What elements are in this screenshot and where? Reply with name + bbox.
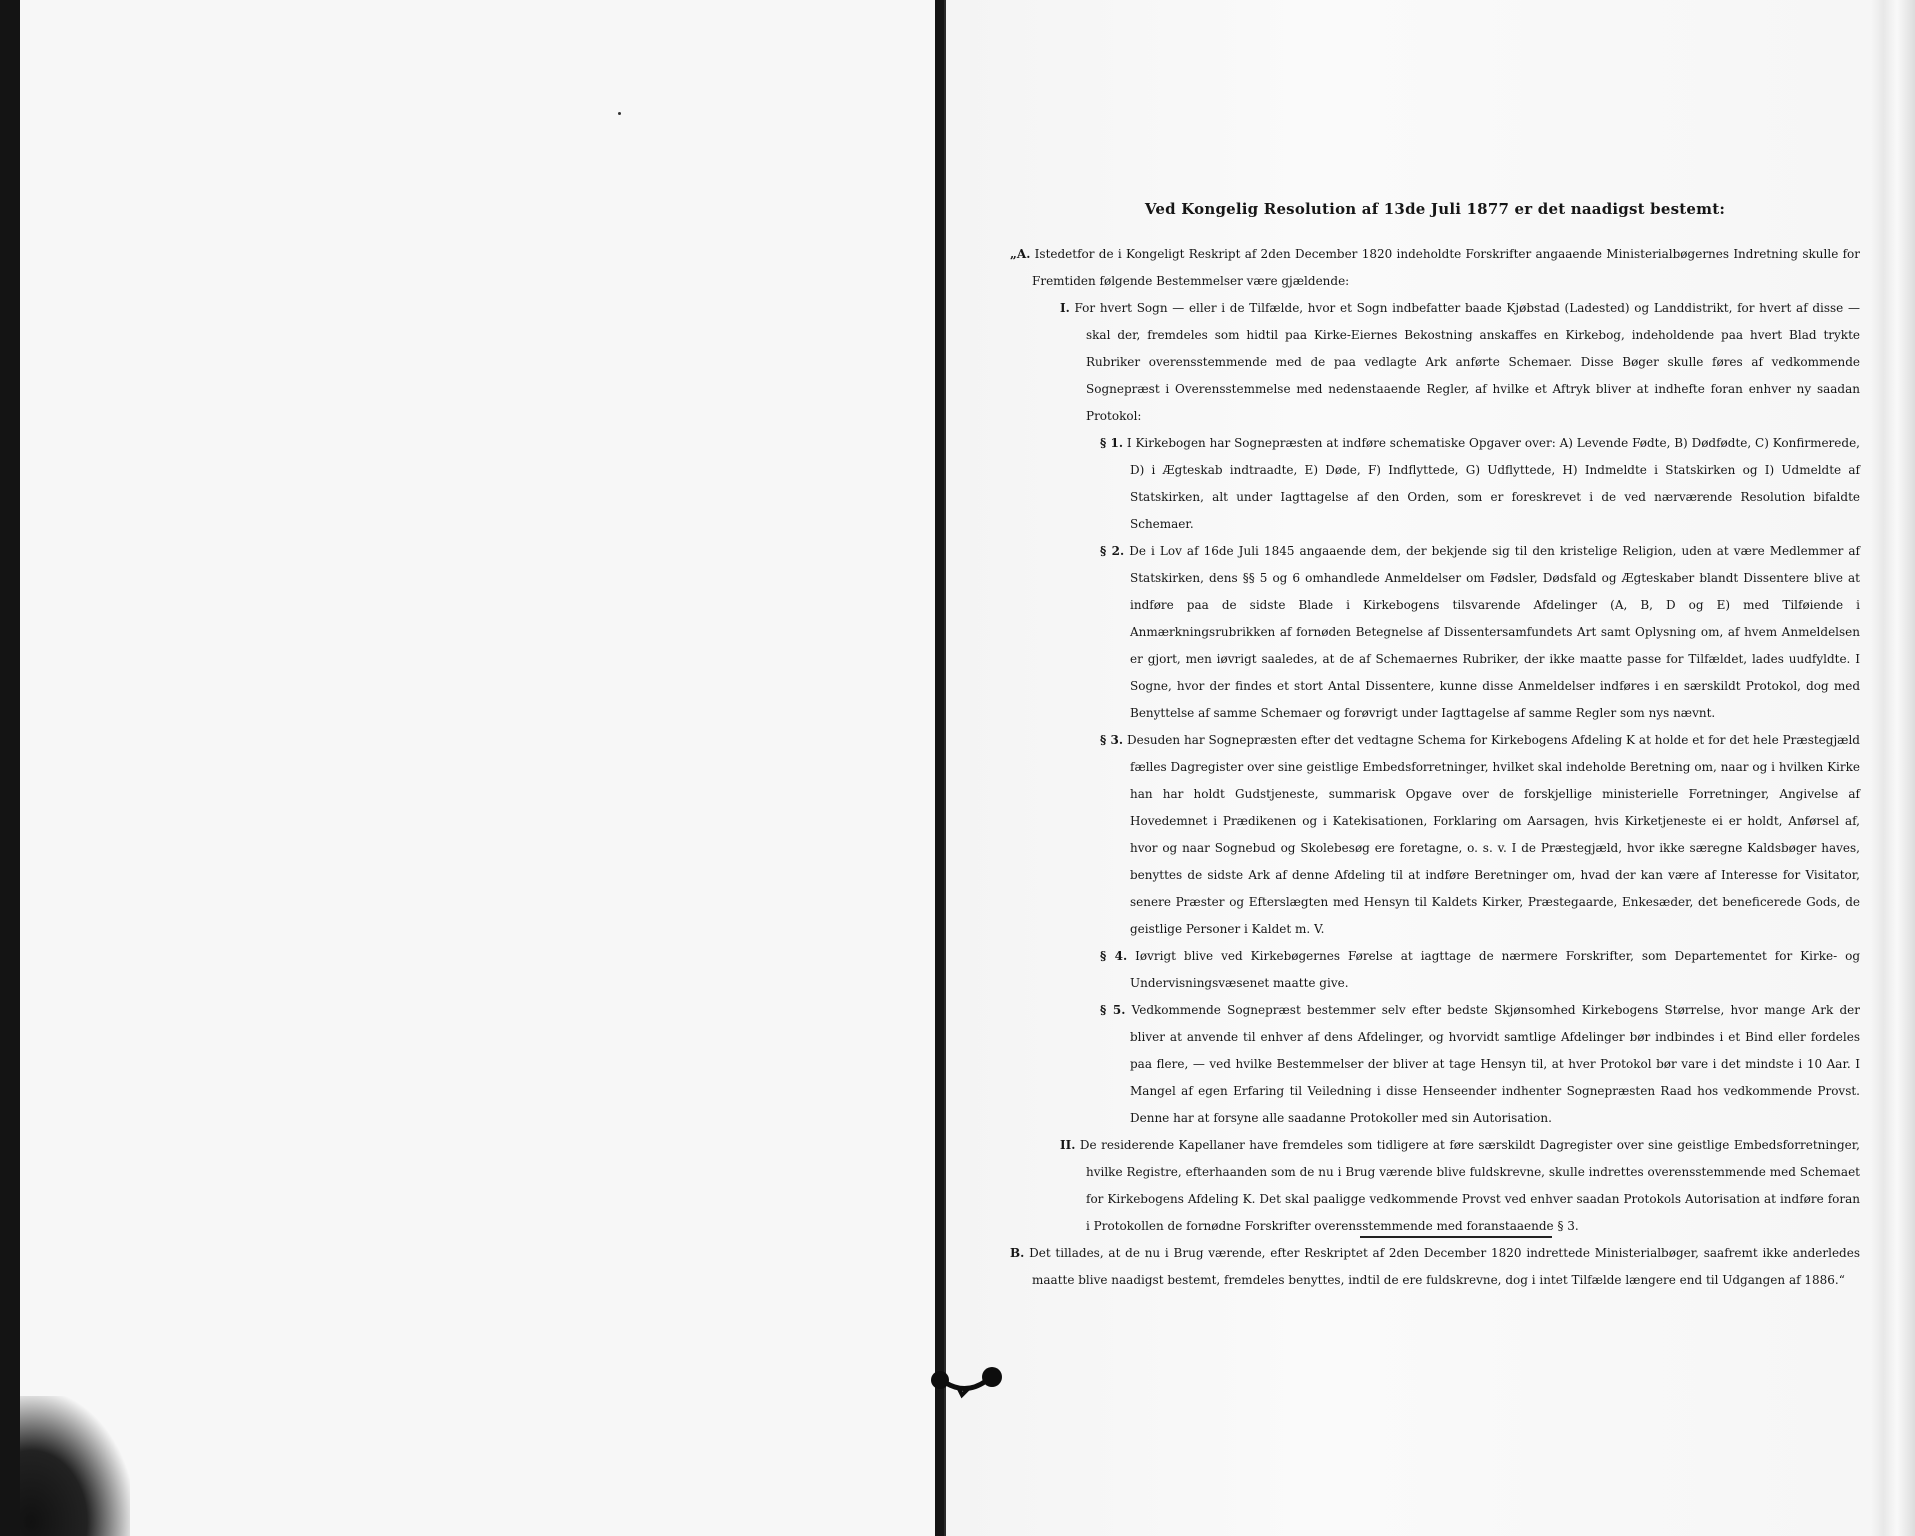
section-ii <box>1060 1132 1860 1240</box>
paragraph-marker: § 4. <box>1100 949 1128 963</box>
paragraph-text: De i Lov af 16de Juli 1845 angaaende dem, der bekjende sig til den kristelige Religion, uden at være Medlemmer af Statskirken, dens §§ 5 og 6 omhandlede Anmeldelser om Fødsler, Dødsfald og Ægteskaber blandt Dissentere blive at indføre paa de sidste Blade i Kirkebogens tilsvarende Afdelinger (A, B, D og E) med Tilføiende i Anmærkningsrubrikken af fornøden Betegnelse af Dissentersamfundets Art samt Oplysning om, af hvem Anmeldelsen er gjort, men iøvrigt saaledes, at de af Schemaernes Rubriker, der ikke maatte passe for Tilfældet, lades uudfyldte. I Sogne, hvor der findes et stort Antal Dissentere, kunne disse Anmeldelser indføres i en særskildt Protokol, dog med Benyttelse af samme Schemaer og forøvrigt under Iagttagelse af samme Regler som nys nævnt. <box>1129 544 1860 720</box>
resolution-text <box>1010 196 1860 1294</box>
paragraph-5 <box>1100 997 1860 1132</box>
paragraph-text: Iøvrigt blive ved Kirkebøgernes Førelse at iagttage de nærmere Forskrifter, som Departementet for Kirke- og Undervisningsvæsenet maatte give. <box>1130 949 1861 990</box>
section-text: Det tillades, at de nu i Brug værende, efter Reskriptet af 2den December 1820 indrettede Ministerialbøger, saafremt ikke anderledes maatte blive naadigst bestemt, fremdeles benyttes, indtil de ere fuldskrevne, dog i intet Tilfælde længere end til Udgangen af 1886.“ <box>1029 1246 1860 1287</box>
section-a <box>1010 241 1860 295</box>
paragraph-3 <box>1100 727 1860 943</box>
paragraph-marker: § 2. <box>1100 544 1125 558</box>
page-edge-stack <box>1870 0 1915 1536</box>
paragraph-1 <box>1100 430 1860 538</box>
torn-corner-shadow <box>20 1396 130 1536</box>
section-text: Istedetfor de i Kongeligt Reskript af 2den December 1820 indeholdte Forskrifter angaaende Ministerialbøgernes Indretning skulle for Fremtiden følgende Bestemmelser være gjældende: <box>1032 247 1860 288</box>
section-b <box>1010 1240 1860 1294</box>
closing-rule <box>1360 1236 1552 1238</box>
section-marker: II. <box>1060 1138 1076 1152</box>
section-marker: B. <box>1010 1246 1025 1260</box>
paragraph-text: Desuden har Sognepræsten efter det vedtagne Schema for Kirkebogens Afdeling K at holde et for det hele Præstegjæld fælles Dagregister over sine geistlige Embedsforretninger, hvilket skal indeholde Beretning om, naar og i hvilken Kirke han har holdt Gudstjeneste, summarisk Opgave over de forskjellige ministerielle Forretninger, Angivelse af Hovedemnet i Prædikenen og i Katekisationen, Forklaring om Aarsagen, hvis Kirketjeneste ei er holdt, Anførsel af, hvor og naar Sognebud og Skolebesøg ere foretagne, o. s. v. I de Præstegjæld, hvor ikke særegne Kaldsbøger haves, benyttes de sidste Ark af denne Afdeling til at indføre Beretninger om, hvad der kan være af Interesse for Visitator, senere Præster og Efterslægten med Hensyn til Kaldets Kirker, Præstegaarde, Enkesæder, det beneficerede Gods, de geistlige Personer i Kaldet m. V. <box>1126 733 1860 936</box>
paper-speck <box>618 112 621 115</box>
section-marker: I. <box>1060 301 1070 315</box>
left-page-blank <box>20 0 938 1536</box>
section-text: De residerende Kapellaner have fremdeles som tidligere at føre særskildt Dagregister over sine geistlige Embedsforretninger, hvilke Registre, efterhaanden som de nu i Brug værende blive fuldskrevne, skulle indrettes overensstemmende med Schemaet for Kirkebogens Afdeling K. Det skal paaligge vedkommende Provst ved enhver saadan Protokols Autorisation at indføre foran i Protokollen de fornødne Forskrifter overensstemmende med foranstaaende § 3. <box>1079 1138 1860 1233</box>
binding-clip-icon <box>928 1365 1006 1401</box>
paragraph-marker: § 1. <box>1100 436 1124 450</box>
paragraph-marker: § 3. <box>1100 733 1124 747</box>
paragraph-2 <box>1100 538 1860 727</box>
paragraph-text: I Kirkebogen har Sognepræsten at indføre schematiske Opgaver over: A) Levende Fødte, B) Dødfødte, C) Konfirmerede, D) i Ægteskab indtraadte, E) Døde, F) Indflyttede, G) Udflyttede, H) Indmeldte i Statskirken og I) Udmeldte af Statskirken, alt under Iagttagelse af den Orden, som er foreskrevet i de ved nærværende Resolution bifaldte Schemaer. <box>1126 436 1860 531</box>
section-i <box>1060 295 1860 430</box>
book-gutter <box>935 0 944 1536</box>
page-heading: Ved Kongelig Resolution af 13de Juli 1877 er det naadigst bestemt: <box>1144 200 1726 218</box>
paragraph-text: Vedkommende Sognepræst bestemmer selv efter bedste Skjønsomhed Kirkebogens Størrelse, hvor mange Ark der bliver at anvende til enhver af dens Afdelinger, og hvorvidt samtlige Afdelinger bør indbindes i et Bind eller fordeles paa flere, — ved hvilke Bestemmelser der bliver at tage Hensyn til, at hver Protokol bør vare i det mindste i 10 Aar. I Mangel af egen Erfaring til Veiledning i disse Henseender indhenter Sognepræsten Raad hos vedkommende Provst. Denne har at forsyne alle saadanne Protokoller med sin Autorisation. <box>1130 1003 1860 1125</box>
section-text: For hvert Sogn — eller i de Tilfælde, hvor et Sogn indbefatter baade Kjøbstad (Ladested) og Landdistrikt, for hvert af disse — skal der, fremdeles som hidtil paa Kirke-Eiernes Bekostning anskaffes en Kirkebog, indeholdende paa hvert Blad trykte Rubriker overensstemmende med de paa vedlagte Ark anførte Schemaer. Disse Bøger skulle føres af vedkommende Sognepræst i Overensstemmelse med nedenstaaende Regler, af hvilke et Aftryk bliver at indhefte foran enhver ny saadan Protokol: <box>1074 301 1860 423</box>
paragraph-4 <box>1100 943 1860 997</box>
section-marker: „A. <box>1010 247 1031 261</box>
paragraph-marker: § 5. <box>1100 1003 1126 1017</box>
